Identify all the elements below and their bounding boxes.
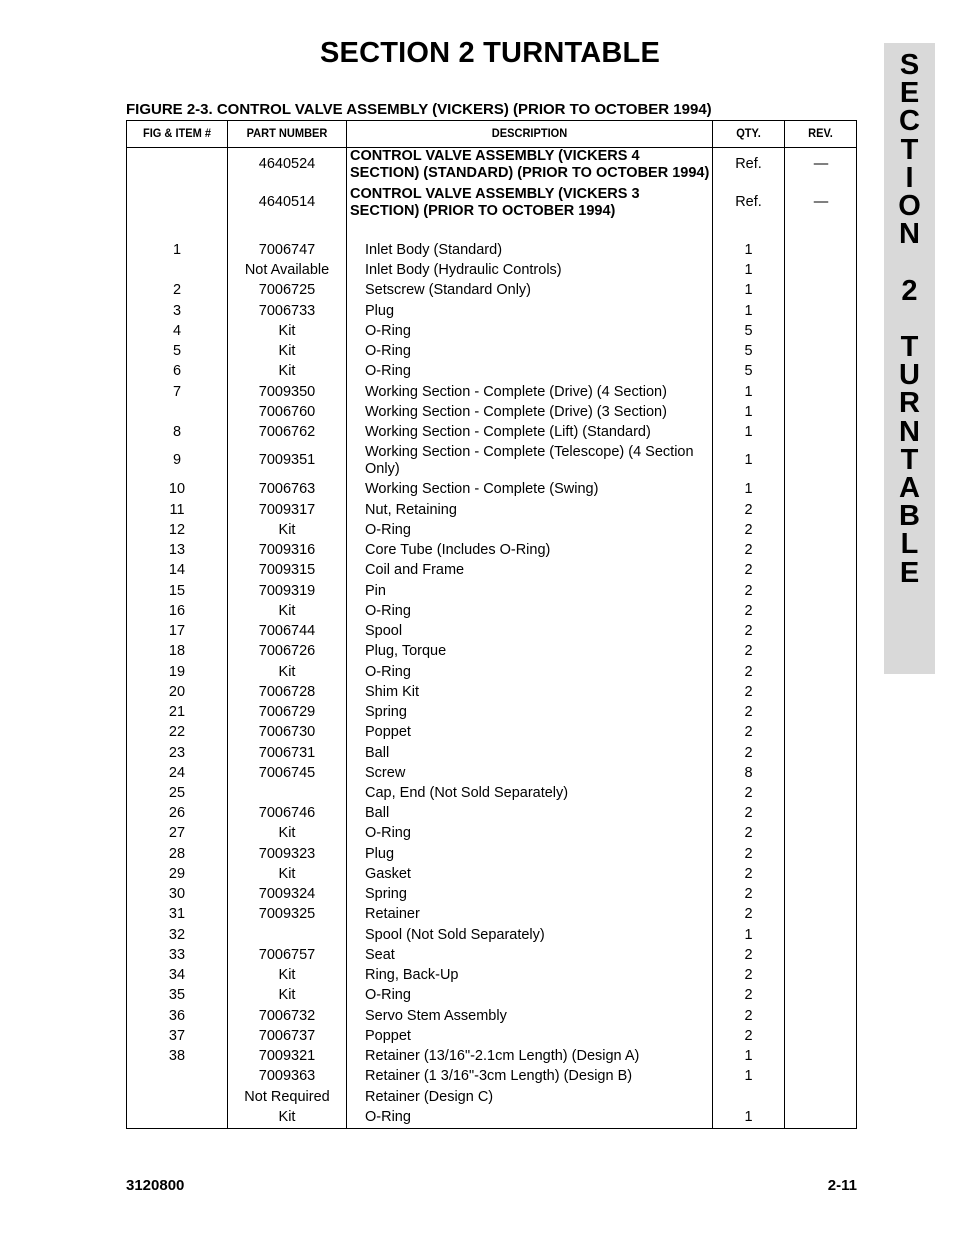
cell-desc: Coil and Frame xyxy=(365,562,465,578)
cell-qty: 1 xyxy=(744,384,753,400)
cell-part: 7006728 xyxy=(258,684,316,700)
cell-part: 7009350 xyxy=(258,384,316,400)
cell-fig: 8 xyxy=(172,424,182,440)
cell-part: Not Available xyxy=(244,262,330,278)
section-tab-label xyxy=(884,51,935,587)
section-tab-letter xyxy=(884,248,935,276)
cell-part: Kit xyxy=(278,987,296,1003)
section-tab-letter: T xyxy=(900,443,919,476)
cell-qty: Ref. xyxy=(735,156,762,172)
cell-qty: 1 xyxy=(744,424,753,440)
cell-qty: Ref. xyxy=(735,194,762,210)
cell-desc: Inlet Body (Standard) xyxy=(365,242,503,258)
cell-fig: 10 xyxy=(168,481,186,497)
cell-qty: 2 xyxy=(744,906,753,922)
header-fig-item: FIG & ITEM # xyxy=(142,126,212,140)
cell-desc: Setscrew (Standard Only) xyxy=(365,282,532,298)
cell-fig: 18 xyxy=(168,643,186,659)
cell-part: 7006747 xyxy=(258,242,316,258)
cell-fig: 15 xyxy=(168,583,186,599)
cell-qty: 2 xyxy=(744,724,753,740)
page-number: 2-11 xyxy=(827,1177,857,1194)
section-tab xyxy=(884,43,935,674)
cell-part: 7009323 xyxy=(258,846,316,862)
cell-part: 7006726 xyxy=(258,643,316,659)
header-description: DESCRIPTION xyxy=(491,126,568,140)
cell-fig: 12 xyxy=(168,522,186,538)
cell-desc: Pin xyxy=(365,583,386,599)
cell-fig: 5 xyxy=(172,343,182,359)
cell-qty: 2 xyxy=(744,522,753,538)
cell-desc: O-Ring xyxy=(365,343,411,359)
cell-part: 7009363 xyxy=(258,1068,316,1084)
cell-qty: 1 xyxy=(744,452,753,468)
cell-part: 7009351 xyxy=(258,452,316,468)
cell-qty: 1 xyxy=(744,481,753,497)
column-divider xyxy=(784,121,785,1128)
cell-desc: Seat xyxy=(365,947,395,963)
cell-qty: 2 xyxy=(744,643,753,659)
cell-part: 7006760 xyxy=(258,404,316,420)
cell-desc: O-Ring xyxy=(365,825,411,841)
cell-desc: Retainer (1 3/16"-3cm Length) (Design B) xyxy=(365,1068,633,1084)
cell-desc: Poppet xyxy=(365,724,411,740)
cell-qty: 2 xyxy=(744,825,753,841)
cell-part: 7009321 xyxy=(258,1048,316,1064)
cell-desc: Screw xyxy=(365,765,406,781)
cell-part: 7006732 xyxy=(258,1008,316,1024)
cell-part: 7006757 xyxy=(258,947,316,963)
cell-part: 7009316 xyxy=(258,542,316,558)
cell-part: 7009319 xyxy=(258,583,316,599)
cell-qty: 2 xyxy=(744,1028,753,1044)
cell-desc: O-Ring xyxy=(365,603,411,619)
cell-fig: 34 xyxy=(168,967,186,983)
cell-fig: 9 xyxy=(172,452,182,468)
section-tab-letter: S xyxy=(899,49,920,81)
cell-qty: 1 xyxy=(744,242,753,258)
cell-fig: 4 xyxy=(172,323,182,339)
cell-fig: 30 xyxy=(168,886,186,902)
cell-desc: Ball xyxy=(365,745,390,761)
cell-qty: 1 xyxy=(744,927,753,943)
cell-qty: 2 xyxy=(744,866,753,882)
cell-fig: 31 xyxy=(168,906,186,922)
cell-desc: O-Ring xyxy=(365,522,411,538)
cell-part: Kit xyxy=(278,323,296,339)
column-divider xyxy=(346,121,347,1128)
cell-rev: — xyxy=(813,156,829,172)
cell-part: Kit xyxy=(278,1109,296,1125)
section-tab-letter: L xyxy=(900,528,919,561)
cell-desc: Servo Stem Assembly xyxy=(365,1008,507,1024)
section-tab-letter: E xyxy=(899,556,920,589)
cell-fig: 37 xyxy=(168,1028,186,1044)
section-tab-letter: A xyxy=(899,472,920,505)
cell-part: Kit xyxy=(278,825,296,841)
cell-fig: 17 xyxy=(168,623,186,639)
cell-desc: Working Section - Complete (Drive) (4 Section) xyxy=(365,384,667,400)
figure-title: FIGURE 2-3. CONTROL VALVE ASSEMBLY (VICKERS) (PRIOR TO OCTOBER 1994) xyxy=(126,101,712,118)
cell-desc: Working Section - Complete (Lift) (Standard) xyxy=(365,424,651,440)
section-tab-letter: O xyxy=(898,190,921,223)
cell-qty: 1 xyxy=(744,1109,753,1125)
cell-fig: 13 xyxy=(168,542,186,558)
cell-part: Kit xyxy=(278,664,296,680)
cell-desc: Core Tube (Includes O-Ring) xyxy=(365,542,551,558)
cell-qty: 2 xyxy=(744,846,753,862)
cell-desc: Shim Kit xyxy=(365,684,419,700)
cell-qty: 2 xyxy=(744,805,753,821)
cell-desc: Retainer (Design C) xyxy=(365,1089,494,1105)
cell-part: Kit xyxy=(278,603,296,619)
cell-qty: 1 xyxy=(744,1048,753,1064)
cell-part: 7006737 xyxy=(258,1028,316,1044)
cell-qty: 2 xyxy=(744,603,753,619)
cell-qty: 1 xyxy=(744,303,753,319)
cell-part: 7009317 xyxy=(258,502,316,518)
cell-desc: Spool xyxy=(365,623,403,639)
cell-qty: 2 xyxy=(744,947,753,963)
cell-fig: 21 xyxy=(168,704,186,720)
cell-desc: Plug xyxy=(365,846,395,862)
cell-desc: O-Ring xyxy=(365,1109,411,1125)
cell-qty: 2 xyxy=(744,745,753,761)
cell-part: 7006763 xyxy=(258,481,316,497)
section-tab-letter: R xyxy=(899,387,920,420)
cell-qty: 8 xyxy=(744,765,753,781)
cell-part: 7006729 xyxy=(258,704,316,720)
cell-qty: 2 xyxy=(744,704,753,720)
cell-qty: 5 xyxy=(744,363,753,379)
cell-qty: 2 xyxy=(744,664,753,680)
cell-fig: 36 xyxy=(168,1008,186,1024)
cell-desc: Gasket xyxy=(365,866,411,882)
section-tab-letter: 2 xyxy=(901,274,918,307)
cell-fig: 6 xyxy=(172,363,182,379)
cell-qty: 1 xyxy=(744,1068,753,1084)
cell-desc: Poppet xyxy=(365,1028,411,1044)
cell-desc: Ring, Back-Up xyxy=(365,967,459,983)
cell-fig: 32 xyxy=(168,927,186,943)
section-tab-letter: N xyxy=(899,218,920,251)
cell-fig: 3 xyxy=(172,303,182,319)
cell-fig: 19 xyxy=(168,664,186,680)
cell-part: 4640524 xyxy=(258,156,316,172)
cell-qty: 2 xyxy=(744,684,753,700)
header-part-number: PART NUMBER xyxy=(246,126,328,140)
cell-fig: 29 xyxy=(168,866,186,882)
cell-part: Not Required xyxy=(244,1089,330,1105)
cell-fig: 23 xyxy=(168,745,186,761)
cell-qty: 2 xyxy=(744,886,753,902)
cell-part: 7009315 xyxy=(258,562,316,578)
cell-fig: 11 xyxy=(169,502,185,518)
cell-qty: 2 xyxy=(744,967,753,983)
section-tab-letter: E xyxy=(899,77,920,110)
cell-desc: Cap, End (Not Sold Separately) xyxy=(365,785,569,801)
cell-desc: Retainer (13/16"-2.1cm Length) (Design A) xyxy=(365,1048,640,1064)
cell-fig: 33 xyxy=(168,947,186,963)
section-tab-letter: I xyxy=(905,161,914,194)
section-tab-letter: B xyxy=(899,500,920,533)
cell-part: 7006733 xyxy=(258,303,316,319)
cell-desc: Plug, Torque xyxy=(365,643,447,659)
cell-qty: 2 xyxy=(744,562,753,578)
cell-desc: Spool (Not Sold Separately) xyxy=(365,927,545,943)
cell-desc: O-Ring xyxy=(365,987,411,1003)
section-tab-letter: N xyxy=(899,415,920,448)
cell-fig: 27 xyxy=(168,825,186,841)
cell-part: 7006731 xyxy=(258,745,316,761)
cell-desc: O-Ring xyxy=(365,323,411,339)
cell-fig: 26 xyxy=(168,805,186,821)
cell-qty: 1 xyxy=(744,262,753,278)
cell-qty: 2 xyxy=(744,542,753,558)
cell-fig: 16 xyxy=(168,603,186,619)
cell-fig: 38 xyxy=(168,1048,186,1064)
section-tab-letter: T xyxy=(900,331,919,364)
cell-desc: Working Section - Complete (Drive) (3 Section) xyxy=(365,404,667,420)
cell-fig: 35 xyxy=(168,987,186,1003)
cell-part: Kit xyxy=(278,522,296,538)
cell-desc: Spring xyxy=(365,704,407,720)
cell-part: Kit xyxy=(278,967,296,983)
cell-qty: 2 xyxy=(744,1008,753,1024)
cell-fig: 20 xyxy=(168,684,186,700)
cell-part: 7006762 xyxy=(258,424,316,440)
cell-part: 4640514 xyxy=(258,194,316,210)
cell-part: 7009324 xyxy=(258,886,316,902)
cell-part: 7006730 xyxy=(258,724,316,740)
cell-part: 7006725 xyxy=(258,282,316,298)
cell-desc: Spring xyxy=(365,886,407,902)
cell-fig: 1 xyxy=(172,242,182,258)
cell-desc: Inlet Body (Hydraulic Controls) xyxy=(365,262,562,278)
cell-desc: Working Section - Complete (Swing) xyxy=(365,481,599,497)
parts-table xyxy=(126,120,857,1129)
header-rev: REV. xyxy=(808,126,833,140)
cell-qty: 1 xyxy=(744,404,753,420)
cell-desc: Retainer xyxy=(365,906,420,922)
cell-qty: 2 xyxy=(744,623,753,639)
cell-qty: 2 xyxy=(744,502,753,518)
section-tab-letter: U xyxy=(899,359,920,392)
cell-desc: CONTROL VALVE ASSEMBLY (VICKERS 3 SECTION) (PRIOR TO OCTOBER 1994) xyxy=(350,186,640,219)
cell-desc: Ball xyxy=(365,805,390,821)
cell-fig: 28 xyxy=(168,846,186,862)
cell-qty: 2 xyxy=(744,583,753,599)
cell-desc: O-Ring xyxy=(365,363,411,379)
section-tab-letter xyxy=(884,305,935,333)
cell-part: 7009325 xyxy=(258,906,316,922)
page-title: SECTION 2 TURNTABLE xyxy=(320,37,660,69)
header-qty: QTY. xyxy=(736,126,761,140)
cell-qty: 2 xyxy=(744,785,753,801)
cell-qty: 2 xyxy=(744,987,753,1003)
cell-fig: 25 xyxy=(168,785,186,801)
cell-fig: 14 xyxy=(168,562,186,578)
cell-qty: 5 xyxy=(744,323,753,339)
cell-desc: Nut, Retaining xyxy=(365,502,457,518)
cell-rev: — xyxy=(813,194,829,210)
cell-fig: 7 xyxy=(172,384,182,400)
cell-fig: 2 xyxy=(172,282,182,298)
cell-desc: CONTROL VALVE ASSEMBLY (VICKERS 4 SECTION) (STANDARD) (PRIOR TO OCTOBER 1994) xyxy=(350,148,710,181)
cell-qty: 5 xyxy=(744,343,753,359)
cell-part: Kit xyxy=(278,363,296,379)
cell-part: Kit xyxy=(278,343,296,359)
cell-part: 7006745 xyxy=(258,765,316,781)
cell-desc: O-Ring xyxy=(365,664,411,680)
cell-part: 7006744 xyxy=(258,623,316,639)
cell-qty: 1 xyxy=(744,282,753,298)
cell-part: 7006746 xyxy=(258,805,316,821)
cell-desc: Working Section - Complete (Telescope) (4 Section Only) xyxy=(365,444,694,477)
cell-part: Kit xyxy=(278,866,296,882)
section-tab-letter: T xyxy=(900,133,919,166)
cell-fig: 24 xyxy=(168,765,186,781)
cell-fig: 22 xyxy=(168,724,186,740)
section-tab-letter: C xyxy=(899,105,920,138)
cell-desc: Plug xyxy=(365,303,395,319)
document-number: 3120800 xyxy=(126,1177,185,1194)
